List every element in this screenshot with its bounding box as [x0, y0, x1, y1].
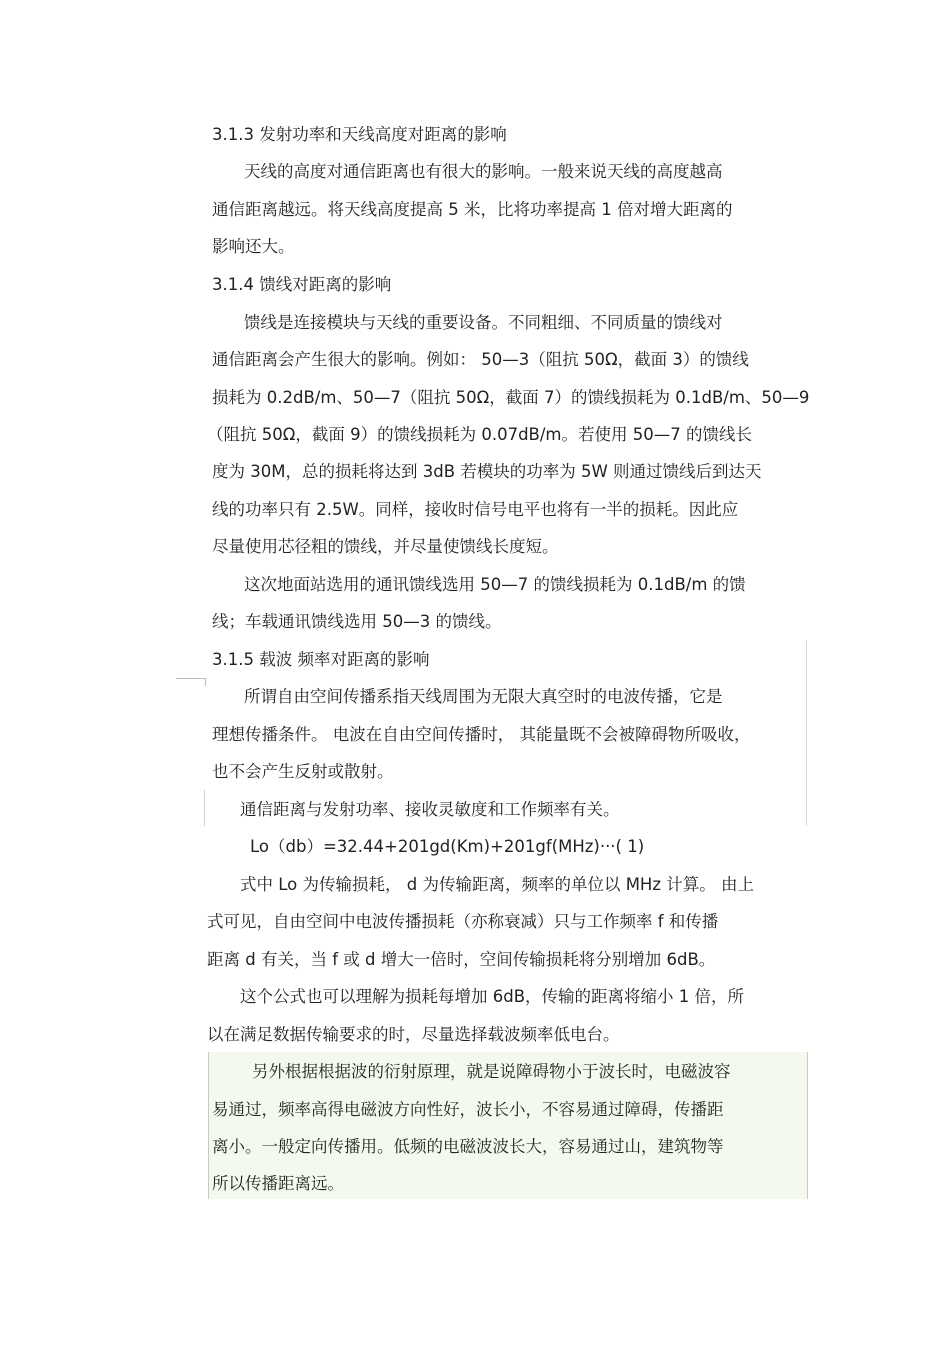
revision-mark — [204, 790, 205, 826]
revision-mark — [176, 678, 206, 679]
paragraph-line: 这次地面站选用的通讯馈线选用 50—7 的馈线损耗为 0.1dB/m 的馈 — [244, 575, 746, 594]
paragraph-line: 通信距离越远。将天线高度提高 5 米，比将功率提高 1 倍对增大距离的 — [212, 200, 733, 219]
paragraph-line: 通信距离会产生很大的影响。例如： 50—3（阻抗 50Ω，截面 3）的馈线 — [212, 350, 749, 369]
paragraph-line: 损耗为 0.2dB/m、50—7（阻抗 50Ω，截面 7）的馈线损耗为 0.1dB/m、50—9 — [212, 388, 810, 407]
paragraph-line: 离小。一般定向传播用。低频的电磁波波长大，容易通过山，建筑物等 — [212, 1137, 724, 1156]
revision-mark — [205, 678, 206, 686]
paragraph-line: 线的功率只有 2.5W。同样，接收时信号电平也将有一半的损耗。因此应 — [212, 500, 739, 519]
paragraph-line: 以在满足数据传输要求的时，尽量选择载波频率低电台。 — [207, 1025, 620, 1044]
comment-box-border — [806, 640, 807, 826]
paragraph-line: 距离 d 有关，当 f 或 d 增大一倍时，空间传输损耗将分别增加 6dB。 — [207, 950, 716, 969]
paragraph-line: 尽量使用芯径粗的馈线，并尽量使馈线长度短。 — [212, 537, 559, 556]
paragraph-line: 式可见，自由空间中电波传播损耗（亦称衰减）只与工作频率 f 和传播 — [207, 912, 719, 931]
paragraph-line: 所以传播距离远。 — [212, 1174, 344, 1193]
paragraph-line: 馈线是连接模块与天线的重要设备。不同粗细、不同质量的馈线对 — [244, 313, 723, 332]
paragraph-line: 所谓自由空间传播系指天线周围为无限大真空时的电波传播，它是 — [244, 687, 723, 706]
paragraph-line: （阻抗 50Ω，截面 9）的馈线损耗为 0.07dB/m。若使用 50—7 的馈线长 — [207, 425, 752, 444]
paragraph-line: 度为 30M，总的损耗将达到 3dB 若模块的功率为 5W 则通过馈线后到达天 — [212, 462, 762, 481]
formula-line: Lo（db）=32.44+201gd(Km)+201gf(MHz)···( 1) — [250, 837, 645, 856]
paragraph-line: 也不会产生反射或散射。 — [212, 762, 394, 781]
paragraph-line: 这个公式也可以理解为损耗每增加 6dB，传输的距离将缩小 1 倍，所 — [240, 987, 745, 1006]
paragraph-line: 通信距离与发射功率、接收灵敏度和工作频率有关。 — [240, 800, 620, 819]
paragraph-line: 影响还大。 — [212, 237, 295, 256]
section-heading-3-1-3: 3.1.3 发射功率和天线高度对距离的影响 — [212, 125, 507, 144]
paragraph-line: 天线的高度对通信距离也有很大的影响。一般来说天线的高度越高 — [244, 162, 723, 181]
section-heading-3-1-4: 3.1.4 馈线对距离的影响 — [212, 275, 392, 294]
paragraph-line: 易通过，频率高得电磁波方向性好，波长小，不容易通过障碍，传播距 — [212, 1100, 724, 1119]
paragraph-line: 式中 Lo 为传输损耗， d 为传输距离，频率的单位以 MHz 计算。 由上 — [240, 875, 754, 894]
paragraph-line: 线；车载通讯馈线选用 50—3 的馈线。 — [212, 612, 502, 631]
section-heading-3-1-5: 3.1.5 载波 频率对距离的影响 — [212, 650, 430, 669]
paragraph-line: 另外根据根据波的衍射原理，就是说障碍物小于波长时，电磁波容 — [252, 1062, 731, 1081]
paragraph-line: 理想传播条件。 电波在自由空间传播时， 其能量既不会被障碍物所吸收， — [212, 725, 751, 744]
